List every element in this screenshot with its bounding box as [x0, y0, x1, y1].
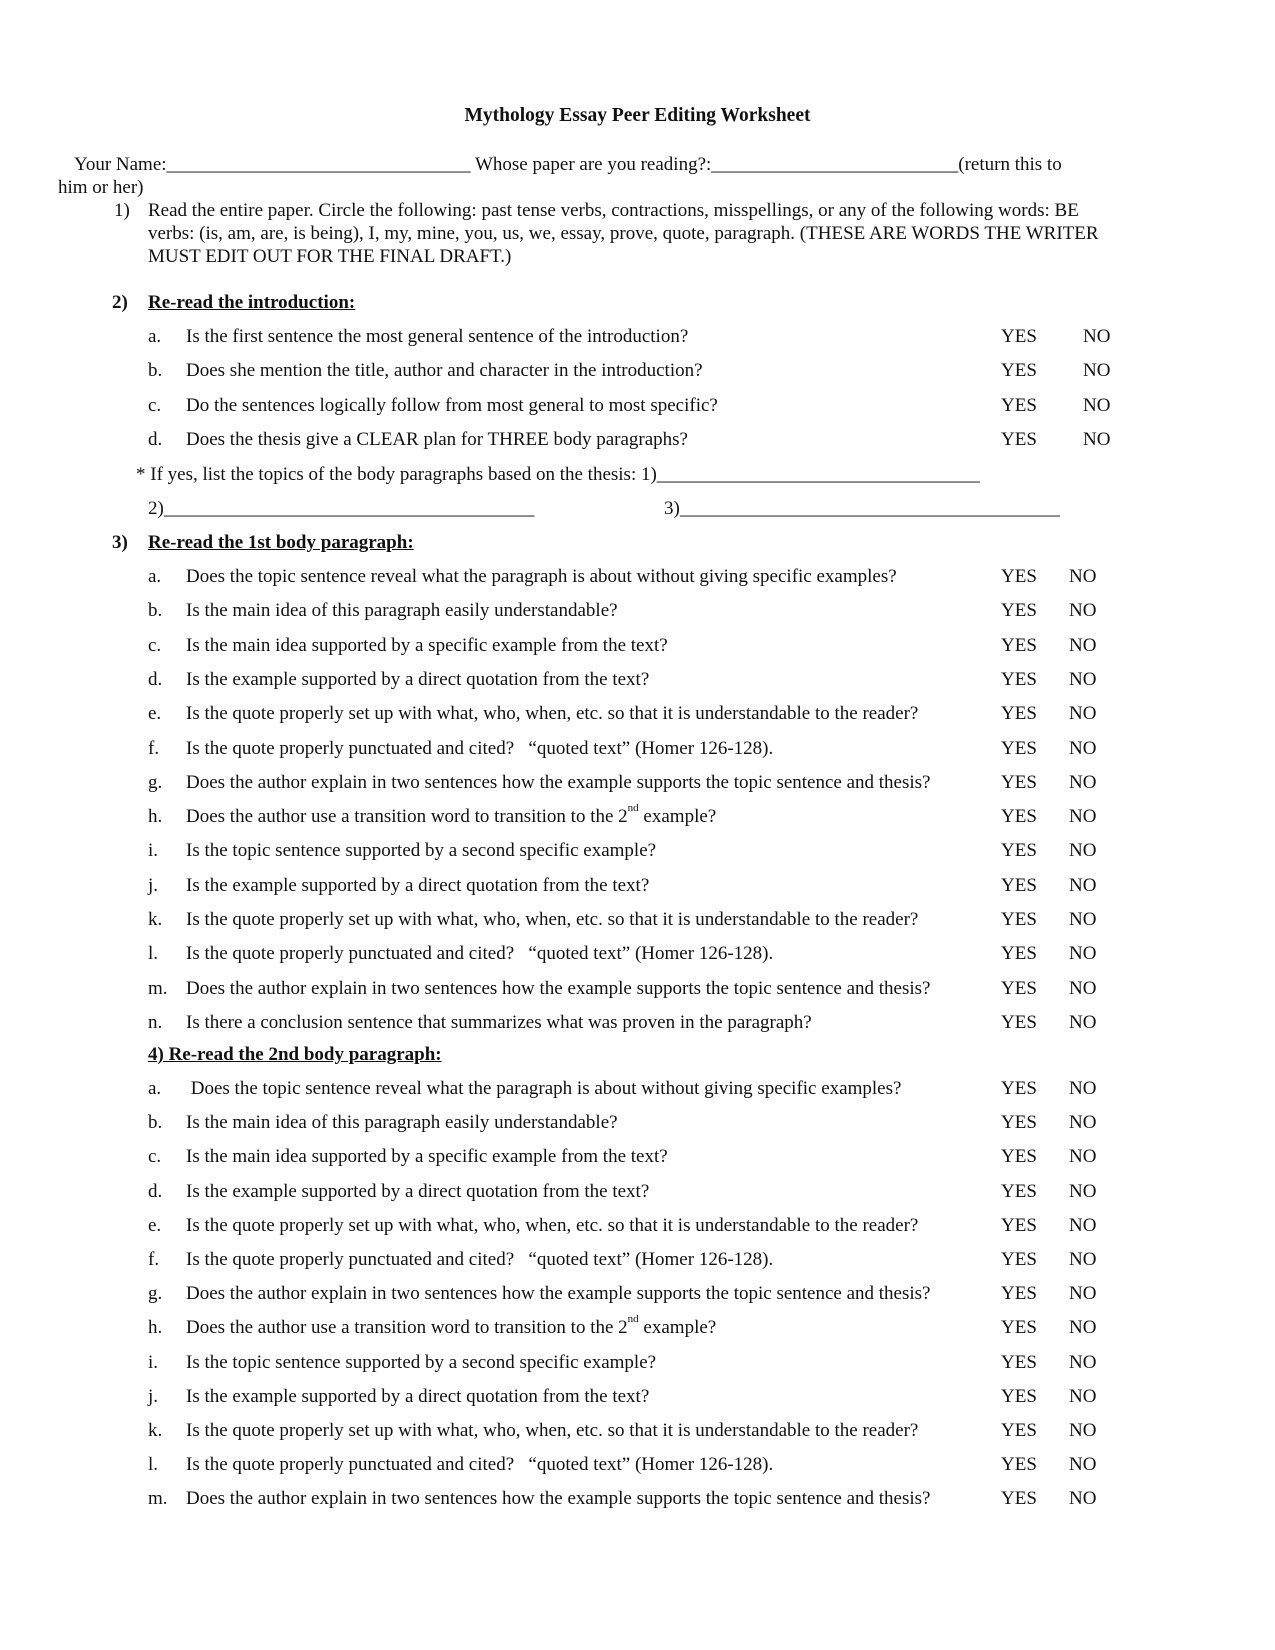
- question-letter: f.: [148, 1249, 160, 1270]
- yes-option[interactable]: YES: [1001, 1180, 1037, 1202]
- section1-line: verbs: (is, am, are, is being), I, my, mine, you, us, we, essay, prove, quote, paragraph. (THESE ARE WORDS THE WRITER: [148, 223, 1099, 244]
- question-letter: d.: [148, 428, 163, 450]
- page-title: Mythology Essay Peer Editing Worksheet: [464, 105, 811, 126]
- question-text-main: Does the author use a transition word to transition to the 2: [186, 1317, 628, 1339]
- topic3-blank: 3)________________________________________: [664, 498, 1060, 519]
- question-letter: l.: [148, 1454, 159, 1476]
- yes-option[interactable]: YES: [1001, 1011, 1037, 1033]
- question-text-after: example?: [638, 1317, 717, 1339]
- no-option[interactable]: NO: [1083, 360, 1111, 382]
- question-text-main: Do the sentences logically follow from most general to most specific?: [186, 394, 718, 416]
- question-text: [186, 773, 931, 792]
- section4-heading: 4) Re-read the 2nd body paragraph:: [148, 1044, 442, 1065]
- section1-line: MUST EDIT OUT FOR THE FINAL DRAFT.): [148, 246, 512, 267]
- question-text-main: Is the example supported by a direct quotation from the text?: [186, 874, 650, 896]
- no-option[interactable]: NO: [1069, 1454, 1097, 1476]
- ordinal-superscript: nd: [627, 1313, 639, 1326]
- question-text: [186, 841, 656, 860]
- yes-option[interactable]: YES: [1001, 977, 1037, 999]
- no-option[interactable]: NO: [1069, 1214, 1097, 1236]
- question-letter: a.: [148, 326, 162, 347]
- yes-option[interactable]: YES: [1001, 1146, 1037, 1168]
- no-option[interactable]: NO: [1069, 600, 1097, 622]
- question-text-main: Is the quote properly punctuated and cited? “quoted text” (Homer 126-128).: [186, 1454, 774, 1476]
- question-letter: a.: [148, 1078, 162, 1099]
- question-text: [186, 396, 718, 415]
- question-text: [186, 1182, 649, 1201]
- topic2-blank: 2)_______________________________________: [148, 498, 535, 519]
- name-line: Your Name:________________________________ Whose paper are you reading?:__________________________(return this to: [74, 154, 1062, 175]
- section3-number: 3): [112, 532, 128, 553]
- question-text: [186, 1147, 668, 1166]
- question-text-main: Does the author explain in two sentences how the example supports the topic sentence and thesis?: [186, 977, 931, 999]
- section1-line: Read the entire paper. Circle the following: past tense verbs, contractions, misspellings, or any of the following words: BE: [148, 200, 1079, 221]
- ordinal-superscript: nd: [627, 802, 639, 815]
- question-text: [186, 1489, 931, 1508]
- question-text: [186, 1013, 812, 1032]
- question-text: [186, 1216, 918, 1235]
- question-letter: j.: [148, 1385, 159, 1407]
- question-letter: g.: [148, 771, 163, 793]
- question-letter: e.: [148, 703, 162, 725]
- question-text: [186, 361, 703, 380]
- no-option[interactable]: NO: [1083, 428, 1111, 450]
- question-text-main: Is there a conclusion sentence that summarizes what was proven in the paragraph?: [186, 1011, 812, 1033]
- no-option[interactable]: NO: [1069, 703, 1097, 725]
- yes-option[interactable]: YES: [1001, 1385, 1037, 1407]
- question-text: [186, 1421, 918, 1440]
- question-letter: k.: [148, 1420, 163, 1441]
- no-option[interactable]: NO: [1069, 840, 1097, 862]
- no-option[interactable]: NO: [1069, 943, 1097, 965]
- question-text: [186, 601, 618, 620]
- yes-option[interactable]: YES: [1001, 703, 1037, 725]
- question-text-main: Is the quote properly punctuated and cited? “quoted text” (Homer 126-128).: [186, 943, 774, 965]
- question-letter: n.: [148, 1011, 163, 1033]
- question-text: [186, 979, 931, 998]
- no-option[interactable]: NO: [1069, 1112, 1097, 1134]
- question-text-main: Is the quote properly set up with what, who, when, etc. so that it is understandable to the reader?: [186, 909, 919, 930]
- yes-option[interactable]: YES: [1001, 771, 1037, 793]
- yes-option[interactable]: YES: [1001, 1214, 1037, 1236]
- yes-option[interactable]: YES: [1001, 326, 1037, 347]
- question-text: [186, 430, 688, 449]
- question-text-main: Does the thesis give a CLEAR plan for THREE body paragraphs?: [186, 428, 688, 450]
- question-text: [186, 1353, 656, 1372]
- yes-option[interactable]: YES: [1001, 428, 1037, 450]
- no-option[interactable]: NO: [1069, 1488, 1097, 1510]
- yes-option[interactable]: YES: [1001, 394, 1037, 416]
- no-option[interactable]: NO: [1069, 1249, 1097, 1270]
- yes-option[interactable]: YES: [1001, 360, 1037, 382]
- question-text-main: Is the example supported by a direct quotation from the text?: [186, 1180, 650, 1202]
- yes-option[interactable]: YES: [1001, 566, 1037, 587]
- question-letter: j.: [148, 874, 159, 896]
- yes-option[interactable]: YES: [1001, 600, 1037, 622]
- question-letter: h.: [148, 806, 163, 828]
- no-option[interactable]: NO: [1069, 874, 1097, 896]
- question-text-main: Does the topic sentence reveal what the paragraph is about without giving specific examples?: [186, 566, 897, 587]
- yes-option[interactable]: YES: [1001, 1454, 1037, 1476]
- no-option[interactable]: NO: [1069, 737, 1097, 759]
- question-text: [186, 944, 773, 963]
- no-option[interactable]: NO: [1069, 1078, 1097, 1099]
- no-option[interactable]: NO: [1069, 668, 1097, 690]
- question-letter: b.: [148, 360, 163, 382]
- question-text: [186, 1079, 901, 1098]
- topics-line: * If yes, list the topics of the body paragraphs based on the thesis: 1)__________________________________: [136, 464, 980, 485]
- yes-option[interactable]: YES: [1001, 840, 1037, 862]
- question-letter: h.: [148, 1317, 163, 1339]
- question-letter: d.: [148, 1180, 163, 1202]
- question-text: [186, 739, 773, 758]
- yes-option[interactable]: YES: [1001, 634, 1037, 656]
- question-text: [186, 1284, 931, 1303]
- yes-option[interactable]: YES: [1001, 1078, 1037, 1099]
- yes-option[interactable]: YES: [1001, 668, 1037, 690]
- yes-option[interactable]: YES: [1001, 1420, 1037, 1441]
- question-text: [186, 876, 649, 895]
- yes-option[interactable]: YES: [1001, 1488, 1037, 1510]
- no-option[interactable]: NO: [1069, 909, 1097, 930]
- question-letter: m.: [148, 977, 168, 999]
- question-text-main: Is the quote properly punctuated and cited? “quoted text” (Homer 126-128).: [186, 737, 774, 759]
- question-text-main: Is the quote properly set up with what, who, when, etc. so that it is understandable to the reader?: [186, 1420, 919, 1441]
- question-text: [186, 1113, 618, 1132]
- question-letter: e.: [148, 1214, 162, 1236]
- section1-number: 1): [114, 200, 130, 221]
- question-text-main: Does she mention the title, author and character in the introduction?: [186, 360, 703, 382]
- question-letter: c.: [148, 1146, 162, 1168]
- section3-heading: Re-read the 1st body paragraph:: [148, 532, 414, 553]
- question-letter: a.: [148, 566, 162, 587]
- section2-number: 2): [112, 292, 128, 313]
- no-option[interactable]: NO: [1083, 326, 1111, 347]
- yes-option[interactable]: YES: [1001, 943, 1037, 965]
- question-letter: b.: [148, 600, 163, 622]
- question-text-main: Does the author use a transition word to transition to the 2: [186, 806, 628, 828]
- question-letter: m.: [148, 1488, 168, 1510]
- yes-option[interactable]: YES: [1001, 1351, 1037, 1373]
- no-option[interactable]: NO: [1069, 1011, 1097, 1033]
- question-letter: c.: [148, 394, 162, 416]
- yes-option[interactable]: YES: [1001, 1112, 1037, 1134]
- yes-option[interactable]: YES: [1001, 1283, 1037, 1305]
- no-option[interactable]: NO: [1069, 1317, 1097, 1339]
- question-text: [186, 1455, 773, 1474]
- name-line-continued: him or her): [58, 177, 144, 198]
- no-option[interactable]: NO: [1069, 634, 1097, 656]
- question-text-main: Is the topic sentence supported by a second specific example?: [186, 1351, 657, 1373]
- no-option[interactable]: NO: [1069, 1385, 1097, 1407]
- question-text-main: Is the quote properly set up with what, who, when, etc. so that it is understandable to the reader?: [186, 1214, 919, 1236]
- yes-option[interactable]: YES: [1001, 874, 1037, 896]
- question-text-main: Is the main idea of this paragraph easily understandable?: [186, 1112, 618, 1134]
- question-text-main: Is the main idea of this paragraph easily understandable?: [186, 600, 618, 622]
- question-letter: d.: [148, 668, 163, 690]
- question-text: [186, 802, 717, 828]
- question-text: [186, 1313, 717, 1339]
- question-text: [186, 704, 918, 723]
- question-text-main: Is the first sentence the most general sentence of the introduction?: [186, 326, 689, 347]
- no-option[interactable]: NO: [1069, 1146, 1097, 1168]
- question-text-main: Is the main idea supported by a specific example from the text?: [186, 634, 668, 656]
- yes-option[interactable]: YES: [1001, 1317, 1037, 1339]
- yes-option[interactable]: YES: [1001, 909, 1037, 930]
- no-option[interactable]: NO: [1069, 1420, 1097, 1441]
- question-text-main: Is the quote properly set up with what, who, when, etc. so that it is understandable to the reader?: [186, 703, 919, 725]
- question-letter: i.: [148, 1351, 159, 1373]
- question-text-main: Is the quote properly punctuated and cited? “quoted text” (Homer 126-128).: [186, 1249, 774, 1270]
- no-option[interactable]: NO: [1069, 806, 1097, 828]
- no-option[interactable]: NO: [1069, 1351, 1097, 1373]
- question-text-main: Is the topic sentence supported by a second specific example?: [186, 840, 657, 862]
- no-option[interactable]: NO: [1069, 1283, 1097, 1305]
- yes-option[interactable]: YES: [1001, 737, 1037, 759]
- question-text: [186, 327, 688, 346]
- question-text-main: Does the topic sentence reveal what the paragraph is about without giving specific examples?: [186, 1078, 902, 1099]
- yes-option[interactable]: YES: [1001, 1249, 1037, 1270]
- question-text-main: Is the example supported by a direct quotation from the text?: [186, 1385, 650, 1407]
- question-text: [186, 910, 918, 929]
- question-text: [186, 670, 649, 689]
- question-letter: i.: [148, 840, 159, 862]
- question-text-main: Does the author explain in two sentences how the example supports the topic sentence and thesis?: [186, 1283, 931, 1305]
- question-letter: l.: [148, 943, 159, 965]
- question-text: [186, 636, 668, 655]
- question-text-after: example?: [638, 806, 717, 828]
- question-letter: g.: [148, 1283, 163, 1305]
- yes-option[interactable]: YES: [1001, 806, 1037, 828]
- question-text-main: Does the author explain in two sentences how the example supports the topic sentence and thesis?: [186, 771, 931, 793]
- question-text-main: Is the example supported by a direct quotation from the text?: [186, 668, 650, 690]
- question-text-main: Is the main idea supported by a specific example from the text?: [186, 1146, 668, 1168]
- question-text-main: Does the author explain in two sentences how the example supports the topic sentence and thesis?: [186, 1488, 931, 1510]
- no-option[interactable]: NO: [1069, 771, 1097, 793]
- question-text: [186, 1250, 773, 1269]
- question-letter: k.: [148, 909, 163, 930]
- question-letter: b.: [148, 1112, 163, 1134]
- question-text: [186, 1387, 649, 1406]
- no-option[interactable]: NO: [1083, 394, 1111, 416]
- no-option[interactable]: NO: [1069, 1180, 1097, 1202]
- no-option[interactable]: NO: [1069, 566, 1097, 587]
- no-option[interactable]: NO: [1069, 977, 1097, 999]
- question-letter: c.: [148, 634, 162, 656]
- question-text: [186, 567, 897, 586]
- section2-heading: Re-read the introduction:: [148, 292, 356, 313]
- question-letter: f.: [148, 737, 160, 759]
